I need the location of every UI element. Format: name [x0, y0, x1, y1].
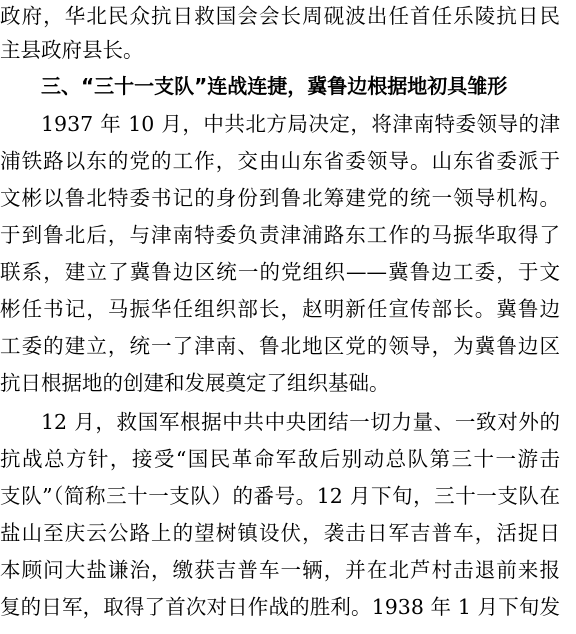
text-line: 抗日根据地的创建和发展奠定了组织基础。	[0, 371, 390, 395]
text-line: 抗战总方针，接受“国民革命军敌后别动总队第三十一游击	[0, 447, 560, 471]
text-line: 主县政府县长。	[0, 38, 144, 62]
text-line: 联系，建立了冀鲁边区统一的党组织——冀鲁边工委，于文	[0, 260, 560, 284]
text-line: 复的日军，取得了首次对日作战的胜利。1938 年 1 月下旬发	[0, 595, 560, 619]
section-heading: 三、“三十一支队”连战连捷，冀鲁边根据地初具雏形	[41, 74, 508, 98]
text-line: 工委的建立，统一了津南、鲁北地区党的领导，为冀鲁边区	[0, 334, 560, 358]
text-line: 支队”（简称三十一支队）的番号。12 月下旬，三十一支队在	[0, 484, 560, 508]
text-line: 政府，华北民众抗日救国会会长周砚波出任首任乐陵抗日民	[0, 4, 560, 28]
text-line: 彬任书记，马振华任组织部长，赵明新任宣传部长。冀鲁边	[0, 297, 560, 321]
paragraph-first-line: 12 月，救国军根据中共中央团结一切力量、一致对外的	[41, 410, 560, 434]
text-line: 盐山至庆云公路上的望树镇设伏，袭击日军吉普车，活捉日	[0, 521, 560, 545]
paragraph-first-line: 1937 年 10 月，中共北方局决定，将津南特委领导的津	[41, 112, 560, 136]
text-line: 浦铁路以东的党的工作，交由山东省委领导。山东省委派于	[0, 149, 560, 173]
text-line: 于到鲁北后，与津南特委负责津浦路东工作的马振华取得了	[0, 223, 560, 247]
text-line: 文彬以鲁北特委书记的身份到鲁北筹建党的统一领导机构。	[0, 186, 560, 210]
text-line: 本顾问大盐谦治，缴获吉普车一辆，并在北芦村击退前来报	[0, 558, 560, 582]
